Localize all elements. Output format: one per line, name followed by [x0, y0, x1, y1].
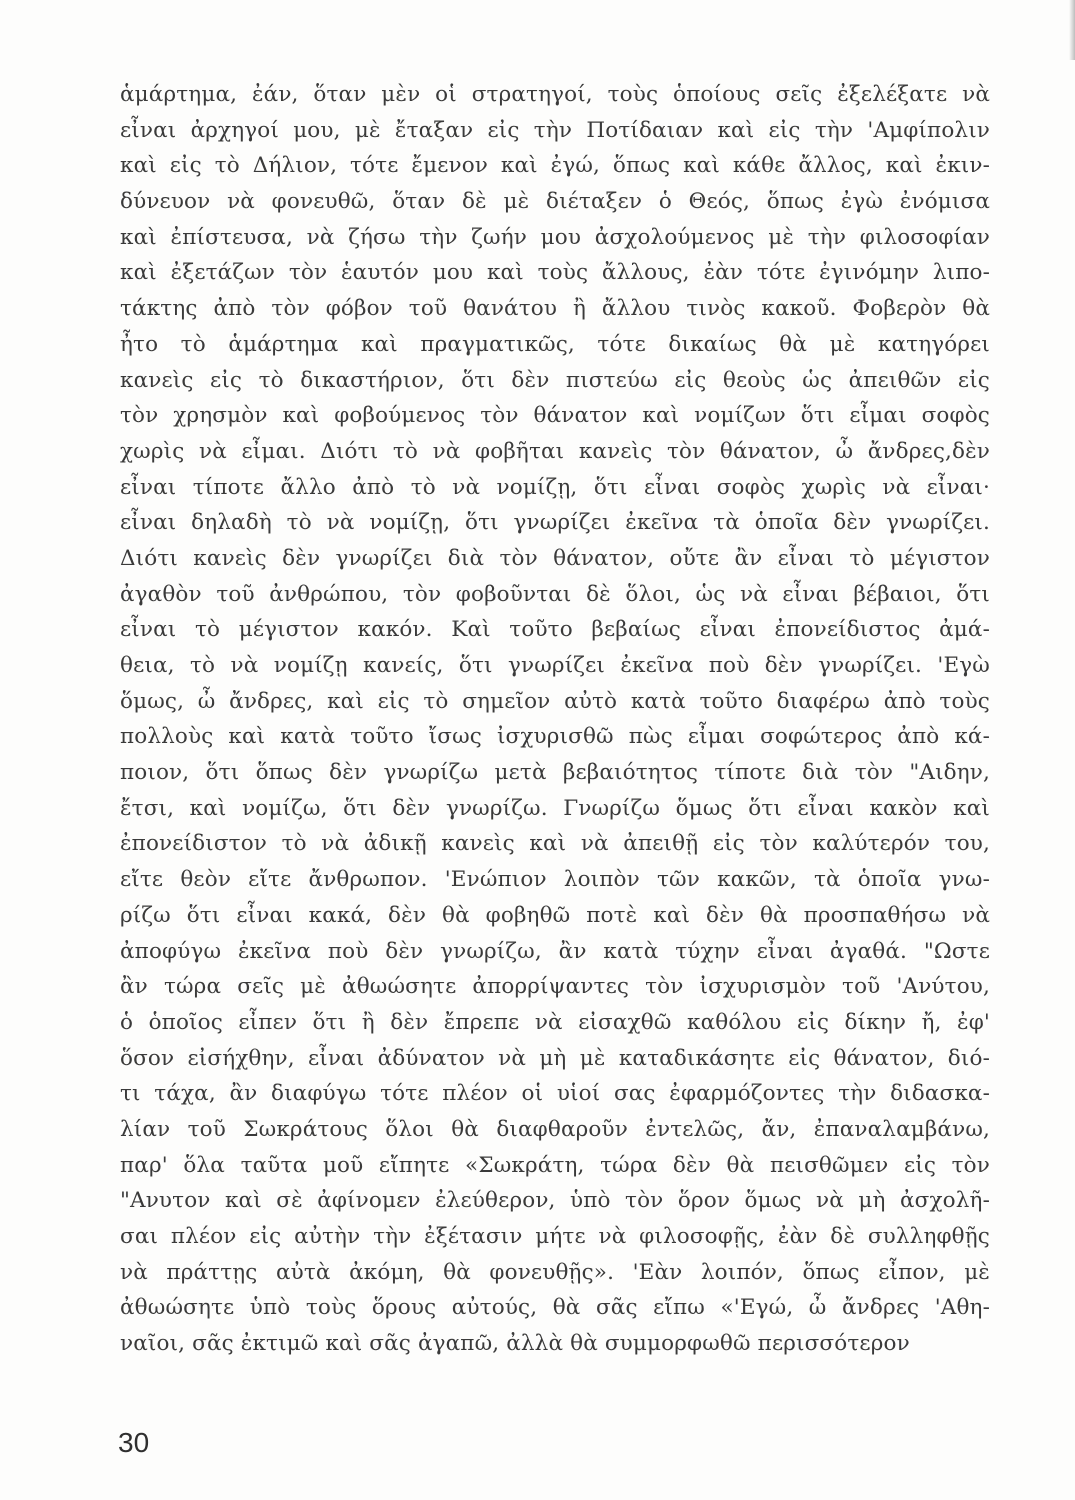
text-line: ναῖοι, σᾶς ἐκτιμῶ καὶ σᾶς ἀγαπῶ, ἀλλὰ θὰ συμμορφωθῶ περισσότερον — [120, 1331, 910, 1357]
text-line: καὶ εἰς τὸ Δήλιον, τότε ἔμενον καὶ ἐγώ, ὅπως καὶ κάθε ἄλλος, καὶ ἐκιν- — [120, 153, 990, 179]
text-line: δύνευον νὰ φονευθῶ, ὅταν δὲ μὲ διέταξεν ὁ Θεός, ὅπως ἐγὼ ἐνόμισα — [120, 189, 990, 215]
text-line: τὸν χρησμὸν καὶ φοβούμενος τὸν θάνατον καὶ νομίζων ὅτι εἶμαι σοφὸς — [120, 403, 990, 429]
text-line: τι τάχα, ἂν διαφύγω τότε πλέον οἱ υἱοί σας ἐφαρμόζοντες τὴν διδασκα- — [120, 1081, 990, 1107]
text-line: ὁ ὁποῖος εἶπεν ὅτι ἢ δὲν ἔπρεπε νὰ εἰσαχθῶ καθόλου εἰς δίκην ἤ, ἐφ' — [120, 1009, 990, 1035]
text-line: ρίζω ὅτι εἶναι κακά, δὲν θὰ φοβηθῶ ποτὲ καὶ δὲν θὰ προσπαθήσω νὰ — [120, 902, 990, 928]
page-edge-shadow — [1069, 0, 1075, 60]
text-line: παρ' ὅλα ταῦτα μοῦ εἴπητε «Σωκράτη, τώρα δὲν θὰ πεισθῶμεν εἰς τὸν — [120, 1152, 990, 1178]
text-line: εἴτε θεὸν εἴτε ἄνθρωπον. 'Ενώπιον λοιπὸν τῶν κακῶν, τὰ ὁποῖα γνω- — [120, 867, 990, 893]
text-line: ἀγαθὸν τοῦ ἀνθρώπου, τὸν φοβοῦνται δὲ ὅλοι, ὡς νὰ εἶναι βέβαιοι, ὅτι — [120, 581, 990, 607]
text-line: σαι πλέον εἰς αὐτὴν τὴν ἐξέτασιν μήτε νὰ φιλοσοφῇς, ἐὰν δὲ συλληφθῇς — [120, 1224, 990, 1249]
text-line: ὅσον εἰσήχθην, εἶναι ἀδύνατον νὰ μὴ μὲ καταδικάσητε εἰς θάνατον, διό- — [120, 1045, 990, 1071]
text-line: θεια, τὸ νὰ νομίζῃ κανείς, ὅτι γνωρίζει ἐκεῖνα ποὺ δὲν γνωρίζει. 'Εγὼ — [120, 653, 990, 678]
text-line: πολλοὺς καὶ κατὰ τοῦτο ἴσως ἰσχυρισθῶ πὼς εἶμαι σοφώτερος ἀπὸ κά- — [120, 724, 990, 750]
text-line: ἁμάρτημα, ἐάν, ὅταν μὲν οἱ στρατηγοί, τοὺς ὁποίους σεῖς ἐξελέξατε νὰ — [120, 82, 990, 107]
text-line: ἀποφύγω ἐκεῖνα ποὺ δὲν γνωρίζω, ἂν κατὰ τύχην εἶναι ἀγαθά. "Ωστε — [120, 938, 990, 964]
text-line: νὰ πράττῃς αὐτὰ ἀκόμη, θὰ φονευθῇς». 'Εὰν λοιπόν, ὅπως εἶπον, μὲ — [120, 1259, 990, 1285]
body-text — [120, 77, 990, 1362]
text-line: ἔτσι, καὶ νομίζω, ὅτι δὲν γνωρίζω. Γνωρίζω ὅμως ὅτι εἶναι κακὸν καὶ — [120, 795, 990, 821]
text-line: καὶ ἐπίστευσα, νὰ ζήσω τὴν ζωήν μου ἀσχολούμενος μὲ τὴν φιλοσοφίαν — [120, 224, 990, 250]
text-line: λίαν τοῦ Σωκράτους ὅλοι θὰ διαφθαροῦν ἐντελῶς, ἄν, ἐπαναλαμβάνω, — [120, 1116, 990, 1142]
text-line: εἶναι ἀρχηγοί μου, μὲ ἔταξαν εἰς τὴν Ποτίδαιαν καὶ εἰς τὴν 'Αμφίπολιν — [120, 117, 990, 143]
text-line: εἶναι δηλαδὴ τὸ νὰ νομίζῃ, ὅτι γνωρίζει ἐκεῖνα τὰ ὁποῖα δὲν γνωρίζει. — [120, 510, 990, 536]
text-line: ἀθωώσητε ὑπὸ τοὺς ὅρους αὐτούς, θὰ σᾶς εἴπω «'Εγώ, ὦ ἄνδρες 'Αθη- — [120, 1295, 990, 1321]
text-line: τάκτης ἀπὸ τὸν φόβον τοῦ θανάτου ἢ ἄλλου τινὸς κακοῦ. Φοβερὸν θὰ — [120, 296, 990, 322]
text-line: ἐπονείδιστον τὸ νὰ ἀδικῇ κανεὶς καὶ νὰ ἀπειθῇ εἰς τὸν καλύτερόν του, — [120, 831, 990, 857]
text-line: ποιον, ὅτι ὅπως δὲν γνωρίζω μετὰ βεβαιότητος τίποτε διὰ τὸν "Αιδην, — [120, 760, 990, 786]
text-line: "Ανυτον καὶ σὲ ἀφίνομεν ἐλεύθερον, ὑπὸ τὸν ὅρον ὅμως νὰ μὴ ἀσχολῆ- — [120, 1188, 990, 1214]
text-line: ὅμως, ὦ ἄνδρες, καὶ εἰς τὸ σημεῖον αὐτὸ κατὰ τοῦτο διαφέρω ἀπὸ τοὺς — [120, 688, 990, 714]
text-line: ἂν τώρα σεῖς μὲ ἀθωώσητε ἀπορρίψαντες τὸν ἰσχυρισμὸν τοῦ 'Ανύτου, — [120, 974, 990, 1000]
text-line: χωρὶς νὰ εἶμαι. Διότι τὸ νὰ φοβῆται κανεὶς τὸν θάνατον, ὦ ἄνδρες,δὲν — [120, 438, 990, 464]
text-line: καὶ ἐξετάζων τὸν ἑαυτόν μου καὶ τοὺς ἄλλους, ἐὰν τότε ἐγινόμην λιπο- — [120, 260, 990, 286]
text-line: κανεὶς εἰς τὸ δικαστήριον, ὅτι δὲν πιστεύω εἰς θεοὺς ὡς ἀπειθῶν εἰς — [120, 367, 990, 393]
text-line: εἶναι τὸ μέγιστον κακόν. Καὶ τοῦτο βεβαίως εἶναι ἐπονείδιστος ἀμά- — [120, 617, 990, 643]
text-line: εἶναι τίποτε ἄλλο ἀπὸ τὸ νὰ νομίζῃ, ὅτι εἶναι σοφὸς χωρὶς νὰ εἶναι· — [120, 474, 990, 500]
text-line: Διότι κανεὶς δὲν γνωρίζει διὰ τὸν θάνατον, οὔτε ἂν εἶναι τὸ μέγιστον — [120, 545, 990, 571]
page-number: 30 — [118, 1427, 150, 1458]
text-line: ἦτο τὸ ἁμάρτημα καὶ πραγματικῶς, τότε δικαίως θὰ μὲ κατηγόρει — [120, 331, 990, 357]
